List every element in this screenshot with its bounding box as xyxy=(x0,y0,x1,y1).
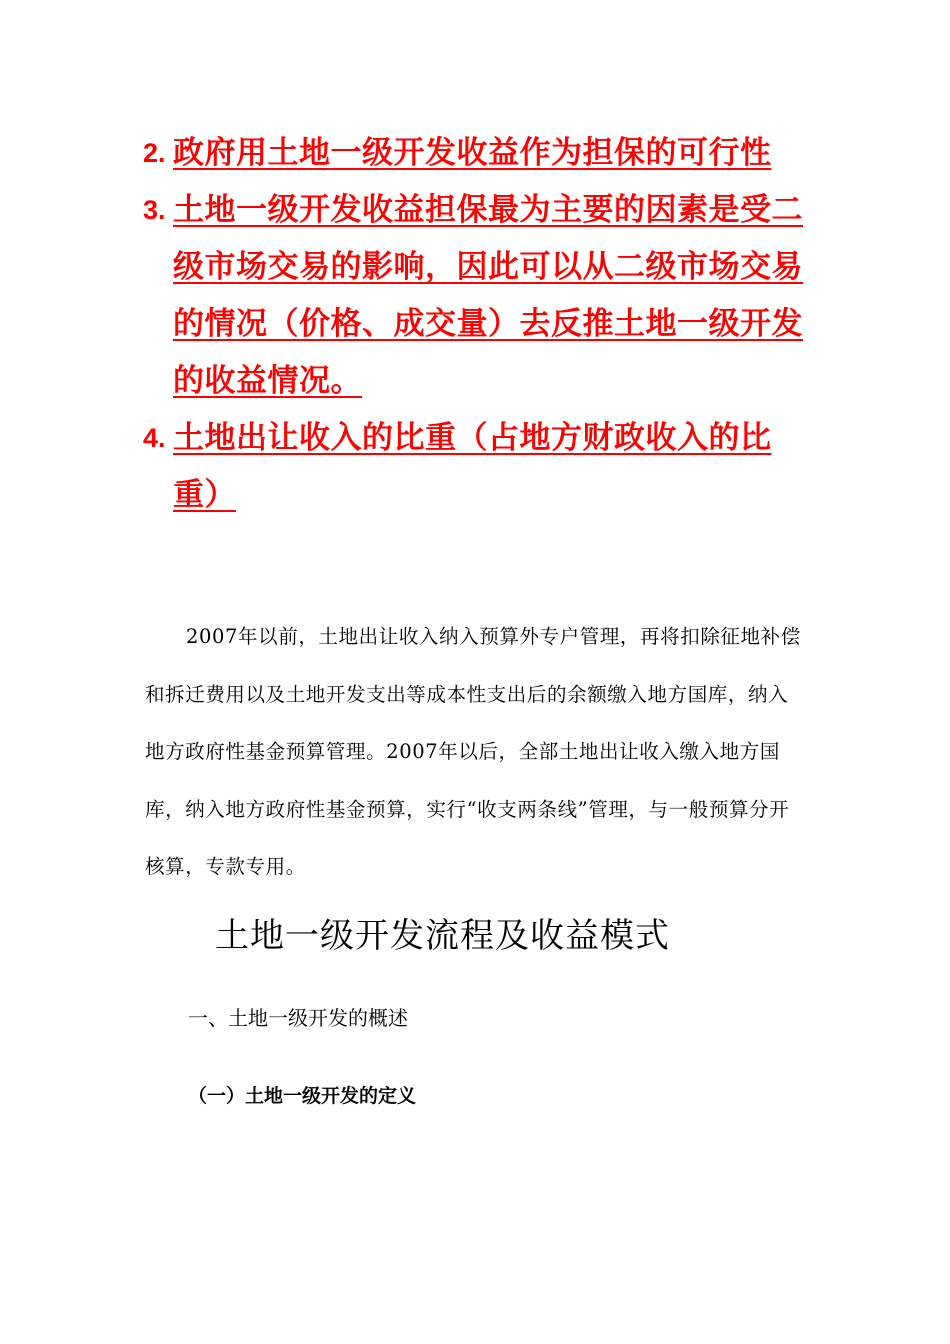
key-points-list xyxy=(143,125,813,524)
section-heading: 土地一级开发流程及收益模式 xyxy=(215,916,670,956)
list-item-number: 2. xyxy=(143,138,166,168)
list-item xyxy=(143,182,813,410)
subsubsection-heading: （一）土地一级开发的定义 xyxy=(188,1085,417,1107)
list-item-text: 政府用土地一级开发收益作为担保的可行性 xyxy=(173,135,772,171)
list-item-number: 3. xyxy=(143,195,166,225)
list-item-text: 土地一级开发收益担保最为主要的因素是受二级市场交易的影响，因此可以从二级市场交易的情况（价格、成交量）去反推土地一级开发的收益情况。 xyxy=(173,192,803,399)
subsection-heading: 一、土地一级开发的概述 xyxy=(188,1006,408,1030)
list-item-text: 土地出让收入的比重（占地方财政收入的比重） xyxy=(173,420,772,513)
list-item-number: 4. xyxy=(143,423,166,453)
list-item xyxy=(143,410,813,524)
list-item xyxy=(143,125,813,182)
body-paragraph: 2007年以前，土地出让收入纳入预算外专户管理，再将扣除征地补偿和拆迁费用以及土地开发支出等成本性支出后的余额缴入地方国库，纳入地方政府性基金预算管理。2007年以后，全部土地出让收入缴入地方国库，纳入地方政府性基金预算，实行“收支两条线”管理，与一般预算分开核算，专款专用。 xyxy=(145,625,801,878)
